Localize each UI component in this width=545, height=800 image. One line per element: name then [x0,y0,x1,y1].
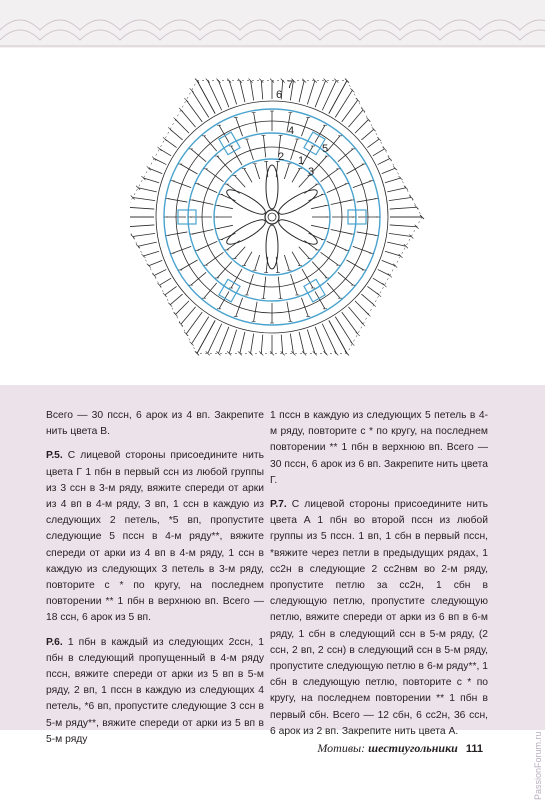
stitch-mark [278,277,280,299]
crochet-hexagon-diagram [130,62,435,402]
outer-stitch [130,207,154,209]
outer-tick [324,79,328,83]
stitch-mark [255,164,260,179]
petal-stitch [266,165,278,209]
cluster-block [219,132,240,155]
stitch-mark [338,149,353,162]
outer-stitch [181,110,196,127]
outer-stitch [290,334,293,354]
stitch-mark [292,252,300,266]
row-label-5: 5 [322,143,329,155]
outer-stitch [208,81,222,111]
stitch-mark [231,146,242,165]
instructions-left-column [46,408,264,756]
stitch-mark [353,181,372,188]
stitch-mark [206,252,224,265]
outer-stitch [197,81,215,114]
stitch-mark [172,181,191,188]
outer-stitch [192,317,209,344]
instructions-right-column [270,408,488,748]
row-7-instructions: Р.7. С лицевой стороны присоедините нить цвета А 1 пбн во второй пссн из любой группы из 5 пссн. 1 вп, 1 сбн в первый пссн, *вяжите через петли в предыдущих рядах, 1 сс2н в следующие 2 сс2нвм во 2-м ряду, пропустите петлю за сс2н, 1 сбн в следующую петлю, пропустите следующую петлю, вяжите спереди от арки из 6 вп в 6-м ряду, 1 сбн в следующий ссн в 5-м ряду, (2 ссн, 2 вп, 2 ссн) в следующий ссн в 5-м ряду, пропустите следующую петлю в 6-м ряду**, 1 сбн в следующую петлю, повторите с * по кругу, на последнем повторении ** 1 пбн в первый сбн. Всего — 12 сбн, 6 сс2н, 36 ссн, 6 арок из 2 вп. Закрепите нить цвета А. [270,499,488,737]
outer-stitch [322,81,336,111]
outer-stitch [378,159,390,165]
outer-stitch [322,324,336,354]
outer-stitch [307,330,314,354]
outer-stitch [251,334,254,354]
stitch-mark [327,283,340,298]
stitch-mark [331,229,353,234]
petal-stitch [266,225,278,269]
outer-stitch [229,81,236,105]
stitch-mark [191,149,206,162]
row-5-instructions: Р.5. С лицевой стороны присоедините нить цвета Г 1 пбн в первый ссн из любой группы из 3 ссн в 3-м ряду, вяжите спереди от арки из 4 вп в 4-м ряду, 3 вп, 1 ссн в каждую из следующих 2 петель, *5 вп, пропустите следующие 5 пссн в 4-м ряду**, вяжите спереди от арки из 4 вп в 4-м ряду, 1 ссн в каждую из следующих 3 петель в 3-м ряду, повторите с * по кругу, на последнем повторении ** 1 пбн в верхнюю вп. Всего — 18 ссн, 6 арок из 5 вп. [46,450,264,624]
outer-stitch [387,242,406,246]
stitch-mark [255,255,260,270]
stitch-mark [284,164,289,179]
outer-stitch [149,260,162,265]
outer-stitch [181,307,196,324]
outer-stitch [385,251,401,256]
stitch-mark [353,246,372,253]
outer-stitch [251,81,254,101]
center-ring [265,210,279,224]
stitch-mark [217,205,233,208]
stitch-mark [263,135,265,157]
outer-stitch [229,330,236,354]
stitch-mark [321,252,339,265]
outer-stitch [160,149,172,156]
lace-border [0,0,545,48]
outer-stitch [355,301,368,315]
center-ring-inner [268,213,276,221]
stitch-mark [235,175,246,187]
stitch-mark [312,262,327,278]
stitch-mark [191,272,206,285]
stitch-mark [217,262,232,278]
stitch-mark [284,255,289,270]
stitch-mark [304,184,317,193]
stitch-mark [206,169,224,182]
row-label-3: 3 [308,166,315,178]
outer-stitch [378,269,390,275]
stitch-mark [192,200,214,205]
outer-tick [356,332,360,336]
stitch-mark [227,184,240,193]
outer-tick [190,88,194,92]
outer-stitch [138,188,157,192]
footer-chapter: шестиугольники [368,741,458,755]
row-7-label: Р.7. [270,499,287,511]
stitch-mark [346,260,363,270]
outer-stitch [299,81,304,103]
stitch-mark [321,169,339,182]
outer-stitch [154,159,166,165]
row-6-instructions: Р.6. 1 пбн в каждый из следующих 2ссн, 1 пбн в следующий пропущенный в 4-м ряду пссн, вяжите спереди от арки из 5 вп в 5-м ряду, 2 вп, 1 пссн в каждую из следующих 4 петель, *6 вп, пропустите следующие 3 ссн в 5-м ряду**, вяжите спереди от арки из 5 вп в 5-м ряду [46,636,264,745]
petal-stitch [276,186,320,218]
stitch-mark [236,117,243,136]
total-summary-row4: Всего — 30 пссн, 6 арок из 4 вп. Закрепите нить цвета В. [46,410,264,438]
petal-stitch [224,186,268,218]
outer-tick [383,147,387,151]
stitch-mark [235,247,246,259]
outer-stitch [348,110,363,127]
outer-stitch [218,327,228,354]
stitch-mark [204,136,217,151]
outer-stitch [130,225,154,227]
outer-tick [399,254,403,258]
stitch-mark [292,169,300,183]
lace-pattern-icon [0,0,545,48]
footer-section: Мотивы: [317,741,369,755]
stitch-mark [217,225,233,228]
outer-tick [388,157,392,161]
outer-stitch [176,301,189,315]
stitch-mark [327,136,340,151]
outer-tick [383,283,387,287]
outer-stitch [361,129,373,140]
outer-stitch [299,332,304,354]
stitch-mark [244,169,252,183]
stitch-mark [217,156,232,172]
outer-stitch [382,168,395,173]
stitch-mark [302,269,313,288]
outer-stitch [281,335,282,354]
outer-stitch [387,188,406,192]
outer-stitch [367,286,379,295]
watermark: PassionForum.ru [533,731,543,800]
outer-stitch [165,286,177,295]
outer-stitch [170,294,182,305]
outer-stitch [335,317,352,344]
outer-tick [152,273,156,277]
outer-stitch [261,335,262,354]
outer-stitch [348,307,363,324]
row-6-label: Р.6. [46,636,63,648]
outer-stitch [329,81,347,114]
outer-stitch [218,81,228,108]
stitch-mark [263,277,265,299]
outer-stitch [307,81,314,105]
page-number: 111 [465,743,483,755]
outer-stitch [192,90,209,117]
outer-stitch [208,324,222,354]
stitch-mark [244,252,252,266]
outer-tick [350,342,354,346]
row-6-continued: 1 пссн в каждую из следующих 5 петель в 4-м ряду, повторите с * по кругу, на последнем повторении ** 1 пбн в верхнюю вп. Всего — 30 пссн, 6 арок из 6 вп. Закрепите нить цвета Г. [270,410,488,486]
stitch-mark [331,200,353,205]
stitch-mark [227,241,240,250]
outer-stitch [133,198,155,201]
stitch-mark [180,164,197,174]
outer-stitch [197,320,215,353]
outer-stitch [367,139,379,148]
stitch-mark [311,205,327,208]
outer-tick [377,293,381,297]
stitch-mark [311,225,327,228]
outer-stitch [329,320,347,353]
outer-stitch [261,81,262,100]
row-label-2: 2 [278,151,285,163]
outer-tick [158,147,162,151]
stitch-mark [304,241,317,250]
outer-stitch [385,178,401,183]
outer-stitch [389,198,411,201]
row-label-6: 6 [276,89,283,101]
outer-stitch [154,269,166,275]
outer-tick [179,108,183,112]
stitch-mark [231,269,242,288]
outer-tick [216,351,220,355]
outer-stitch [133,233,155,236]
stitch-mark [299,247,310,259]
cluster-block [219,279,240,302]
outer-tick [184,98,188,102]
stitch-mark [346,164,363,174]
outer-stitch [143,251,159,256]
cluster-block [304,279,325,302]
outer-stitch [335,90,352,117]
outer-tick [158,283,162,287]
stitch-mark [301,298,308,317]
outer-stitch [315,327,325,354]
stitch-mark [338,272,353,285]
page-footer [317,741,483,756]
petal-stitch [224,216,268,248]
outer-stitch [160,278,172,285]
outer-tick [345,79,349,83]
row-label-4: 4 [288,125,295,137]
round-ring [188,133,356,301]
outer-stitch [143,178,159,183]
stitch-mark [172,246,191,253]
outer-tick [361,322,365,326]
stitch-mark [180,260,197,270]
stitch-mark [204,283,217,298]
outer-stitch [390,225,417,227]
stitch-mark [236,298,243,317]
row-label-1: 1 [298,155,305,167]
outer-stitch [240,81,245,103]
outer-stitch [373,149,385,156]
outer-stitch [165,139,177,148]
outer-stitch [138,242,157,246]
row-5-label: Р.5. [46,450,63,462]
row-label-7: 7 [287,79,294,91]
outer-stitch [149,168,162,173]
stitch-mark [312,156,327,172]
petal-stitch [276,216,320,248]
outer-stitch [176,120,189,134]
outer-stitch [382,260,395,265]
outer-stitch [315,81,325,108]
stitch-mark [192,229,214,234]
stitch-mark [301,117,308,136]
outer-stitch [373,278,385,285]
outer-stitch [390,207,417,209]
outer-stitch [355,120,368,134]
outer-stitch [240,332,245,354]
outer-stitch [389,233,411,236]
